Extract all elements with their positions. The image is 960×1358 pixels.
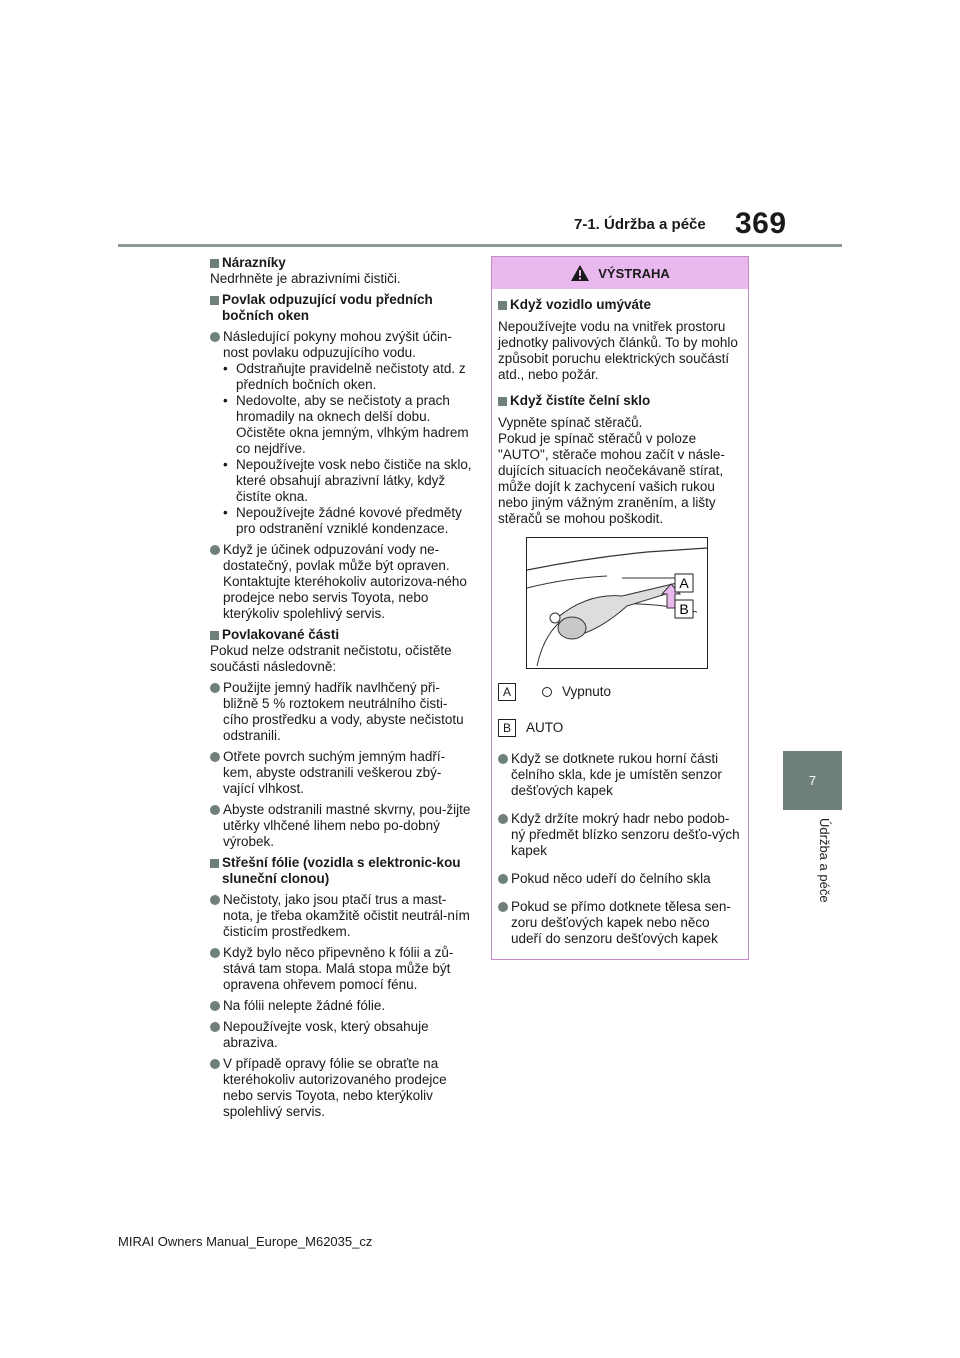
square-bullet-icon xyxy=(210,296,219,305)
list-item xyxy=(210,802,472,850)
round-bullet-icon xyxy=(210,948,220,958)
square-bullet-icon xyxy=(210,259,219,268)
paragraph: Pokud je spínač stěračů v poloze "AUTO", stěrače mohou začít v násle-dujících situacích neočekávaně stírat, může dojít k zachycení vašich rukou nebo jiným vážným zraněním, a lišty stěračů se mohou poškodit. xyxy=(498,431,725,526)
warning-box xyxy=(491,256,749,960)
section-title: 7-1. Údržba a péče xyxy=(574,216,706,233)
list-item xyxy=(210,749,472,797)
square-bullet-icon xyxy=(210,859,219,868)
chapter-side-title: Údržba a péče xyxy=(817,818,832,903)
section-window-coating xyxy=(210,292,472,324)
sub-bullet-icon: • xyxy=(223,361,228,376)
page-number: 369 xyxy=(735,207,787,240)
legend-text: AUTO xyxy=(526,720,564,735)
list-item-text: Otřete povrch suchým jemným hadří-kem, abyste odstranili veškerou zbý-vající vlhkost. xyxy=(223,749,446,796)
list-item xyxy=(210,329,472,537)
round-bullet-icon xyxy=(210,895,220,905)
legend-key-a: A xyxy=(498,683,516,701)
section-heading: Povlak odpuzující vodu předních bočních oken xyxy=(222,292,433,323)
list-item xyxy=(210,1019,472,1051)
round-bullet-icon xyxy=(498,814,508,824)
wiper-lever-diagram xyxy=(526,537,708,669)
legend-auto xyxy=(498,719,743,737)
round-bullet-icon xyxy=(210,1001,220,1011)
list-item xyxy=(210,1056,472,1120)
paragraph: Nepoužívejte vodu na vnitřek prostoru jednotky palivových článků. To by mohlo způsobit poruchu elektrických součástí atd., nebo požár. xyxy=(498,319,738,382)
round-bullet-icon xyxy=(210,683,220,693)
sub-item-text: Odstraňujte pravidelně nečistoty atd. z předních bočních oken. xyxy=(236,361,466,392)
footer-text: MIRAI Owners Manual_Europe_M62035_cz xyxy=(118,1234,373,1249)
list-item-text: Abyste odstranili mastné skvrny, pou-žijte utěrky vlhčené lihem nebo po-dobný výrobek. xyxy=(223,802,471,849)
list-item xyxy=(498,751,743,799)
list-item-text: Když se dotknete rukou horní části čelního skla, kde je umístěn senzor dešťových kapek xyxy=(511,751,722,798)
list-item-text: Použijte jemný hadřík navlhčený při-bližně 5 % roztokem neutrálního čisti-cího prostředku a vody, abyste nečistotu odstranili. xyxy=(223,680,464,743)
round-bullet-icon xyxy=(498,754,508,764)
warning-title: VÝSTRAHA xyxy=(598,265,670,281)
round-bullet-icon xyxy=(210,805,220,815)
round-bullet-icon xyxy=(498,874,508,884)
paragraph: Vypněte spínač stěračů. xyxy=(498,415,643,430)
section-coated-parts xyxy=(210,627,472,675)
list-item-text: Následující pokyny mohou zvýšit účin-nost povlaku odpuzujícího vodu. xyxy=(223,329,452,360)
round-bullet-icon xyxy=(210,545,220,555)
list-item xyxy=(498,899,743,947)
section-heading: Povlakované části xyxy=(222,627,340,642)
left-column xyxy=(210,255,472,1125)
list-item-text: V případě opravy fólie se obraťte na kteréhokoliv autorizovaného prodejce nebo servis Toyota, nebo kterýkoliv spolehlivý servis. xyxy=(223,1056,447,1119)
list-item-text: Nečistoty, jako jsou ptačí trus a mast-nota, je třeba okamžitě očistit neutrál-ním čisticím prostředkem. xyxy=(223,892,470,939)
square-bullet-icon xyxy=(498,301,507,310)
warning-heading: Když čistíte čelní sklo xyxy=(510,393,651,408)
round-bullet-icon xyxy=(210,332,220,342)
paragraph: Pokud nelze odstranit nečistotu, očistěte součásti následovně: xyxy=(210,643,452,674)
list-item-text: Nepoužívejte vosk, který obsahuje abraziva. xyxy=(223,1019,429,1050)
section-heading: Střešní fólie (vozidla s elektronic-kou sluneční clonou) xyxy=(222,855,461,886)
round-bullet-icon xyxy=(210,1022,220,1032)
sub-bullet-icon: • xyxy=(223,505,228,520)
list-item xyxy=(498,811,743,859)
warning-heading: Když vozidlo umýváte xyxy=(510,297,652,312)
sub-item-text: Nedovolte, aby se nečistoty a prach hromadily na oknech delší dobu. Očistěte okna jemným, vlhkým hadrem co nejdříve. xyxy=(236,393,469,456)
list-item xyxy=(210,892,472,940)
wiper-lever-illustration xyxy=(527,538,707,668)
warning-triangle-icon xyxy=(570,264,590,282)
list-item xyxy=(210,998,472,1014)
warning-body xyxy=(492,289,748,947)
legend-key-b: B xyxy=(498,719,516,737)
round-bullet-icon xyxy=(498,902,508,912)
section-bumpers xyxy=(210,255,472,287)
off-position-icon xyxy=(542,687,552,697)
sub-bullet-icon: • xyxy=(223,457,228,472)
list-item-text: Když je účinek odpuzování vody ne-dostatečný, povlak může být opraven. Kontaktujte kteréhokoliv autorizova-ného prodejce nebo servis Toyota, nebo kterýkoliv spolehlivý servis. xyxy=(223,542,467,621)
list-item-text: Pokud se přímo dotknete tělesa sen-zoru dešťových kapek nebo něco udeří do senzoru dešťových kapek xyxy=(511,899,731,946)
section-roof-film xyxy=(210,855,472,887)
sub-item-text: Nepoužívejte vosk nebo čističe na sklo, které obsahují abrazivní látky, když čistíte okna. xyxy=(236,457,472,504)
list-item-text: Pokud něco udeří do čelního skla xyxy=(511,871,711,886)
list-item-text: Když bylo něco připevněno k fólii a zů-stává tam stopa. Malá stopa může být opravena ohřevem pomocí fénu. xyxy=(223,945,454,992)
square-bullet-icon xyxy=(498,397,507,406)
paragraph: Nedrhněte je abrazivními čističi. xyxy=(210,271,401,286)
legend-text: Vypnuto xyxy=(562,684,612,699)
round-bullet-icon xyxy=(210,752,220,762)
list-item xyxy=(498,871,743,887)
list-item-text: Na fólii nelepte žádné fólie. xyxy=(223,998,386,1013)
legend-off xyxy=(498,683,743,701)
callout-a: A xyxy=(679,575,689,591)
list-item xyxy=(210,945,472,993)
sub-bullet-icon: • xyxy=(223,393,228,408)
section-heading: Nárazníky xyxy=(222,255,286,270)
square-bullet-icon xyxy=(210,631,219,640)
header-divider xyxy=(118,244,842,247)
chapter-tab[interactable]: 7 xyxy=(783,751,842,810)
list-item xyxy=(210,542,472,622)
list-item-text: Když držíte mokrý hadr nebo podob-ný předmět blízko senzoru dešťo-vých kapek xyxy=(511,811,740,858)
sub-item-text: Nepoužívejte žádné kovové předměty pro odstranění vzniklé kondenzace. xyxy=(236,505,462,536)
warning-header xyxy=(492,257,748,289)
callout-b: B xyxy=(679,601,689,617)
round-bullet-icon xyxy=(210,1059,220,1069)
list-item xyxy=(210,680,472,744)
